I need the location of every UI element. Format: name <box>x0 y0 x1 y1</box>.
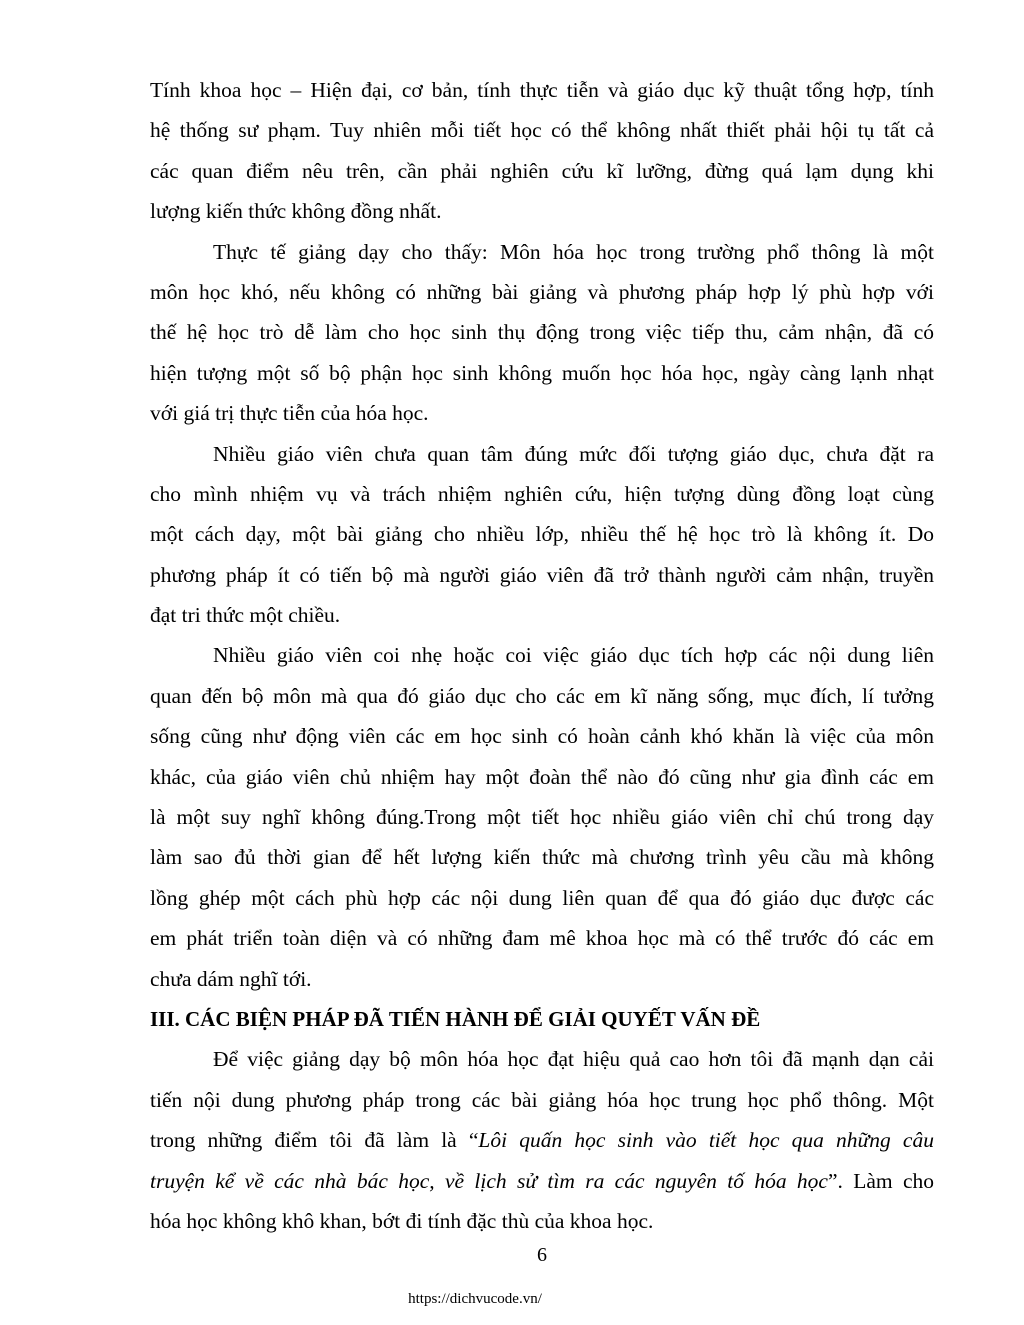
text-line: với giá trị thực tiễn của hóa học. <box>150 401 429 426</box>
text-line: phương pháp ít có tiến bộ mà người giáo viên đã trở thành người cảm nhận, truyền <box>150 562 934 587</box>
text-line: Thực tế giảng dạy cho thấy: Môn hóa học trong trường phổ thông là một <box>213 239 934 264</box>
footer-url: https://dichvucode.vn/ <box>408 1291 542 1307</box>
text-line: khác, của giáo viên chủ nhiệm hay một đoàn thể nào đó cũng như gia đình các em <box>150 764 934 789</box>
text-line: lồng ghép một cách phù hợp các nội dung liên quan để qua đó giáo dục được các <box>150 885 934 910</box>
text-line: Nhiều giáo viên chưa quan tâm đúng mức đối tượng giáo dục, chưa đặt ra <box>213 441 934 466</box>
text-line: quan đến bộ môn mà qua đó giáo dục cho các em kĩ năng sống, mục đích, lí tưởng <box>150 683 934 708</box>
text-line: sống cũng như động viên các em học sinh có hoàn cảnh khó khăn là việc của môn <box>150 724 934 749</box>
paragraph-2 <box>150 232 934 434</box>
paragraph-4 <box>150 635 934 999</box>
document-page <box>150 70 934 1241</box>
text-line: môn học khó, nếu không có những bài giảng và phương pháp hợp lý phù hợp với <box>150 279 934 304</box>
paragraph-1 <box>150 70 934 232</box>
text-line: Để việc giảng dạy bộ môn hóa học đạt hiệu quả cao hơn tôi đã mạnh dạn cải <box>213 1047 934 1072</box>
text-run: ”. Làm cho <box>827 1168 934 1193</box>
text-line: em phát triển toàn diện và có những đam mê khoa học mà có thể trước đó các em <box>150 926 934 951</box>
text-line <box>150 1161 934 1201</box>
text-line: là một suy nghĩ không đúng.Trong một tiết học nhiều giáo viên chỉ chú trong dạy <box>150 805 934 830</box>
page-number: 6 <box>537 1244 547 1266</box>
paragraph-3 <box>150 434 934 636</box>
text-line: thế hệ học trò dễ làm cho học sinh thụ động trong việc tiếp thu, cảm nhận, đã có <box>150 320 934 345</box>
italic-quote: truyện kể về các nhà bác học, về lịch sử tìm ra các nguyên tố hóa học <box>150 1168 828 1193</box>
text-line: hệ thống sư phạm. Tuy nhiên mỗi tiết học có thể không nhất thiết phải hội tụ tất cả <box>150 118 934 143</box>
text-line: các quan điểm nêu trên, cần phải nghiên cứu kĩ lưỡng, đừng quá lạm dụng khi <box>150 158 934 183</box>
text-line: chưa dám nghĩ tới. <box>150 966 312 991</box>
text-line: hiện tượng một số bộ phận học sinh không muốn học hóa học, ngày càng lạnh nhạt <box>150 360 934 385</box>
text-line: Nhiều giáo viên coi nhẹ hoặc coi việc giáo dục tích hợp các nội dung liên <box>213 643 934 668</box>
text-run: trong những điểm tôi đã làm là “ <box>150 1128 479 1153</box>
text-line: đạt tri thức một chiều. <box>150 603 341 628</box>
text-line: một cách dạy, một bài giảng cho nhiều lớp, nhiều thế hệ học trò là không ít. Do <box>150 522 934 547</box>
text-line: Tính khoa học – Hiện đại, cơ bản, tính thực tiễn và giáo dục kỹ thuật tổng hợp, tính <box>150 78 934 102</box>
text-line: hóa học không khô khan, bớt đi tính đặc thù của khoa học. <box>150 1208 654 1233</box>
paragraph-5 <box>150 1039 934 1241</box>
section-heading: III. CÁC BIỆN PHÁP ĐÃ TIẾN HÀNH ĐỂ GIẢI QUYẾT VẤN ĐỀ <box>150 1006 761 1031</box>
text-line: cho mình nhiệm vụ và trách nhiệm nghiên cứu, hiện tượng dùng đồng loạt cùng <box>150 481 934 506</box>
text-line: lượng kiến thức không đồng nhất. <box>150 199 442 224</box>
italic-quote: Lôi quấn học sinh vào tiết học qua những câu <box>478 1128 934 1153</box>
text-line: làm sao đủ thời gian để hết lượng kiến thức mà chương trình yêu cầu mà không <box>150 845 934 870</box>
text-line <box>150 1120 934 1160</box>
text-line: tiến nội dung phương pháp trong các bài giảng hóa học trung học phổ thông. Một <box>150 1087 934 1112</box>
